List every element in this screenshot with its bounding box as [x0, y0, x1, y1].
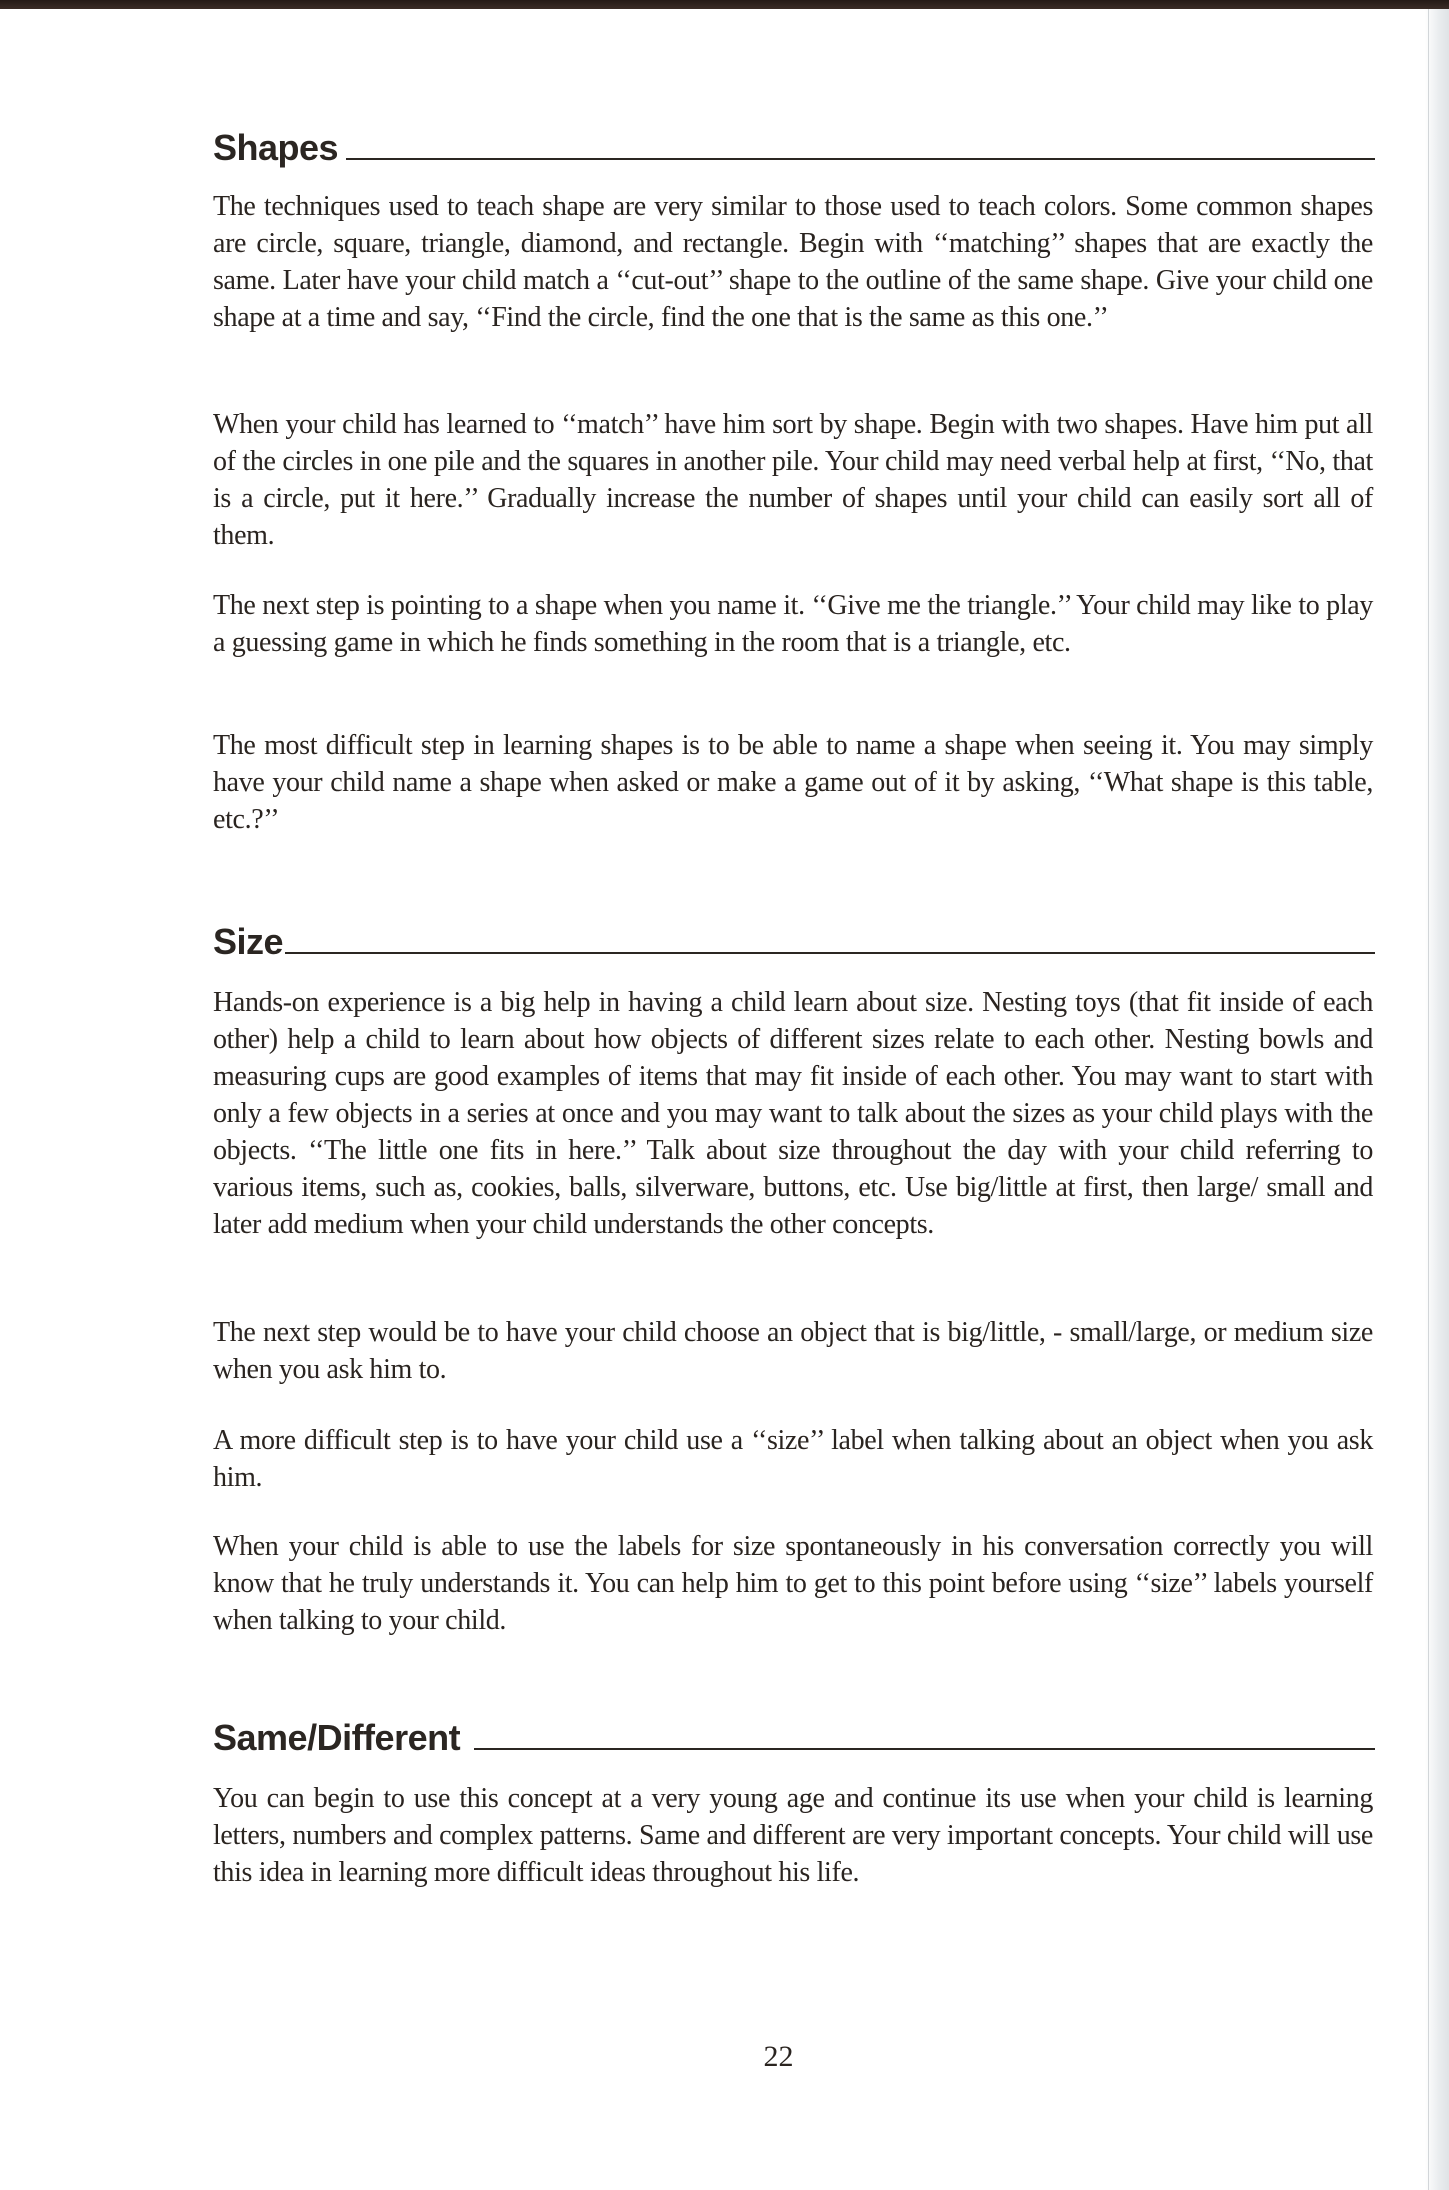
section-shapes: [213, 124, 1375, 835]
heading-text: Same/Different: [213, 1717, 461, 1758]
heading-rule: [474, 1748, 1375, 1750]
heading-rule: [285, 952, 1375, 954]
scan-right-edge-line: [1428, 9, 1429, 2190]
heading-text: Size: [213, 921, 284, 962]
paragraph: The techniques used to teach shape are very similar to those used to teach colors. Some common shapes are circle, square, triangle, diamond, and rectangle. Begin with ‘‘matching’’ shapes that are exactly the same. Later have your child match a ‘‘cut-out’’ shape to the outline of the same shape. Give your child one shape at a time and say, ‘‘Find the circle, find the one that is the same as this one.’’: [213, 191, 1373, 333]
paragraph: The next step is pointing to a shape when you name it. ‘‘Give me the triangle.’’ Your child may like to play a guessing game in which he finds something in the room that is a triangle, etc.: [213, 590, 1373, 658]
section-heading: [213, 918, 1375, 962]
paragraph: The most difficult step in learning shapes is to be able to name a shape when seeing it. You may simply have your child name a shape when asked or make a game out of it by asking, ‘‘What shape is this table, etc.?’’: [213, 730, 1373, 835]
section-heading: [213, 124, 1375, 168]
paragraph: Hands-on experience is a big help in having a child learn about size. Nesting toys (that fit inside of each other) help a child to learn about how objects of different sizes relate to each other. Nesting bowls and measuring cups are good examples of items that may fit inside of each other. You may want to start with only a few objects in a series at once and you may want to talk about the sizes as your child plays with the objects. ‘‘The little one fits in here.’’ Talk about size throughout the day with your child referring to various items, such as, cookies, balls, silverware, buttons, etc. Use big/little at first, then large/ small and later add medium when your child understands the other concepts.: [213, 987, 1373, 1240]
section-same-different: [213, 1714, 1375, 1888]
paragraph: When your child is able to use the labels for size spontaneously in his conversation correctly you will know that he truly understands it. You can help him to get to this point before using ‘‘size’’ labels yourself when talking to your child.: [213, 1531, 1373, 1636]
section-heading: [213, 1714, 1375, 1758]
paragraph: When your child has learned to ‘‘match’’ have him sort by shape. Begin with two shapes. Have him put all of the circles in one pile and the squares in another pile. Your child may need verbal help at first, ‘‘No, that is a circle, put it here.’’ Gradually increase the number of shapes until your child can easily sort all of them.: [213, 409, 1373, 551]
page-number: 22: [763, 2040, 794, 2073]
scan-top-edge: [0, 0, 1449, 9]
paragraph: The next step would be to have your child choose an object that is big/little, - small/large, or medium size when you ask him to.: [213, 1317, 1373, 1385]
paragraph: You can begin to use this concept at a very young age and continue its use when your child is learning letters, numbers and complex patterns. Same and different are very important concepts. Your child will use this idea in learning more difficult ideas throughout his life.: [213, 1783, 1373, 1888]
heading-rule: [346, 158, 1375, 160]
section-size: [213, 918, 1375, 1636]
paragraph: A more difficult step is to have your child use a ‘‘size’’ label when talking about an object when you ask him.: [213, 1425, 1373, 1493]
heading-text: Shapes: [213, 127, 339, 168]
